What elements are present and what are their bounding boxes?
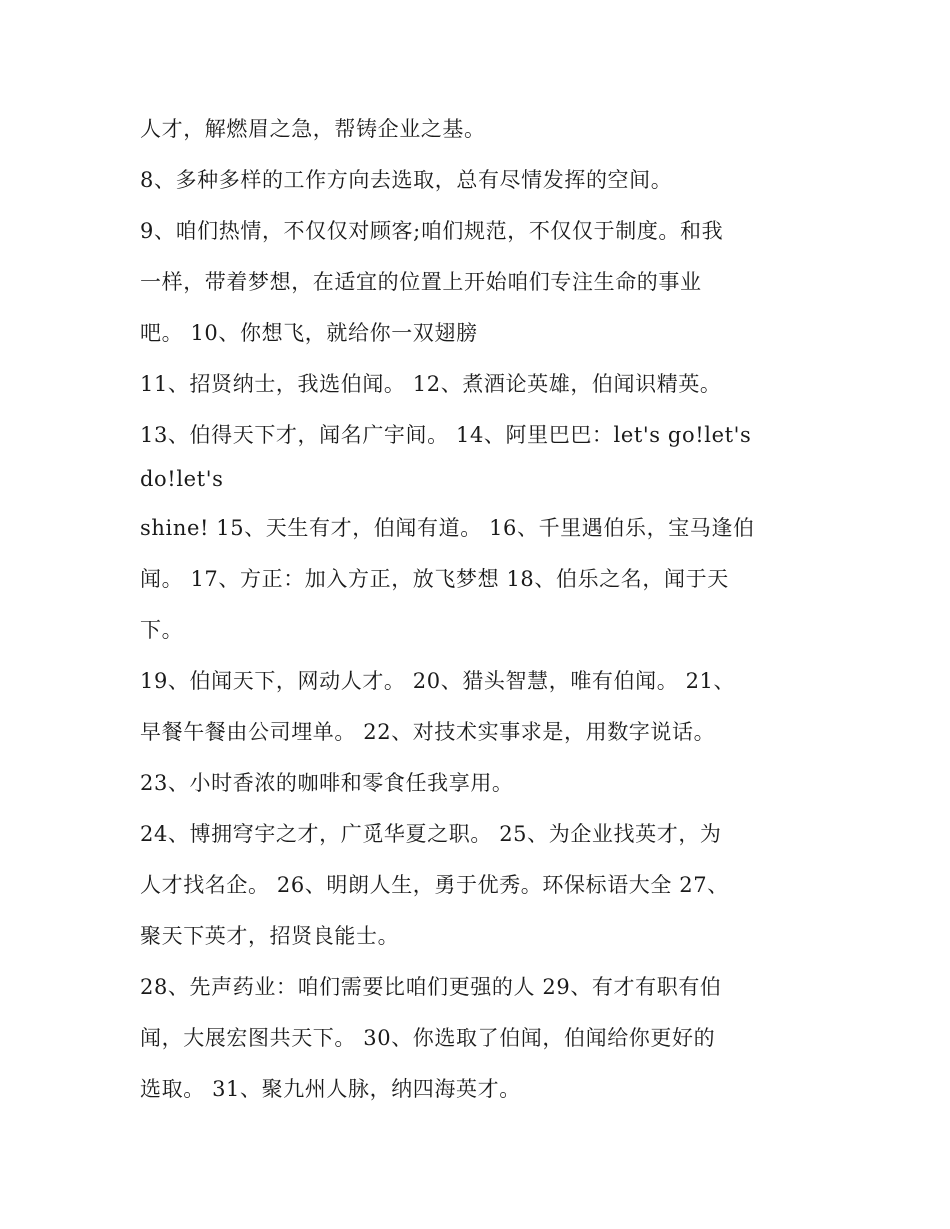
text-line: 选取。 31、聚九州人脉，纳四海英才。 — [140, 1077, 521, 1101]
text-line: shine! 15、天生有才，伯闻有道。 16、千里遇伯乐，宝马逢伯 — [140, 516, 755, 540]
text-line: 28、先声药业：咱们需要比咱们更强的人 29、有才有职有伯 — [140, 975, 722, 999]
text-line: 早餐午餐由公司埋单。 22、对技术实事求是，用数字说话。 — [140, 720, 716, 744]
text-line: 下。 — [140, 618, 184, 642]
text-line: 闻。 17、方正：加入方正，放飞梦想 18、伯乐之名，闻于天 — [140, 567, 729, 591]
text-line: 9、咱们热情，不仅仅对顾客;咱们规范，不仅仅于制度。和我 — [140, 219, 724, 243]
text-line: 13、伯得天下才，闻名广宇间。 14、阿里巴巴：let's go!let's — [140, 423, 752, 447]
text-line: 8、多种多样的工作方向去选取，总有尽情发挥的空间。 — [140, 168, 673, 192]
text-line: 聚天下英才，招贤良能士。 — [140, 924, 400, 948]
text-line: 人才，解燃眉之急，帮铸企业之基。 — [140, 117, 486, 141]
text-line: 11、招贤纳士，我选伯闻。 12、煮酒论英雄，伯闻识精英。 — [140, 372, 722, 396]
text-line: 吧。 10、你想飞，就给你一双翅膀 — [140, 321, 478, 345]
text-line: 一样，带着梦想，在适宜的位置上开始咱们专注生命的事业 — [140, 270, 702, 294]
text-line: 人才找名企。 26、明朗人生，勇于优秀。环保标语大全 27、 — [140, 873, 729, 897]
text-line: 闻，大展宏图共天下。 30、你选取了伯闻，伯闻给你更好的 — [140, 1026, 716, 1050]
text-line: 23、小时香浓的咖啡和零食任我享用。 — [140, 771, 514, 795]
text-line: do!let's — [140, 467, 224, 491]
text-line: 24、博拥穹宇之才，广觅华夏之职。 25、为企业找英才，为 — [140, 822, 722, 846]
text-line: 19、伯闻天下，网动人才。 20、猎头智慧，唯有伯闻。 21、 — [140, 669, 736, 693]
